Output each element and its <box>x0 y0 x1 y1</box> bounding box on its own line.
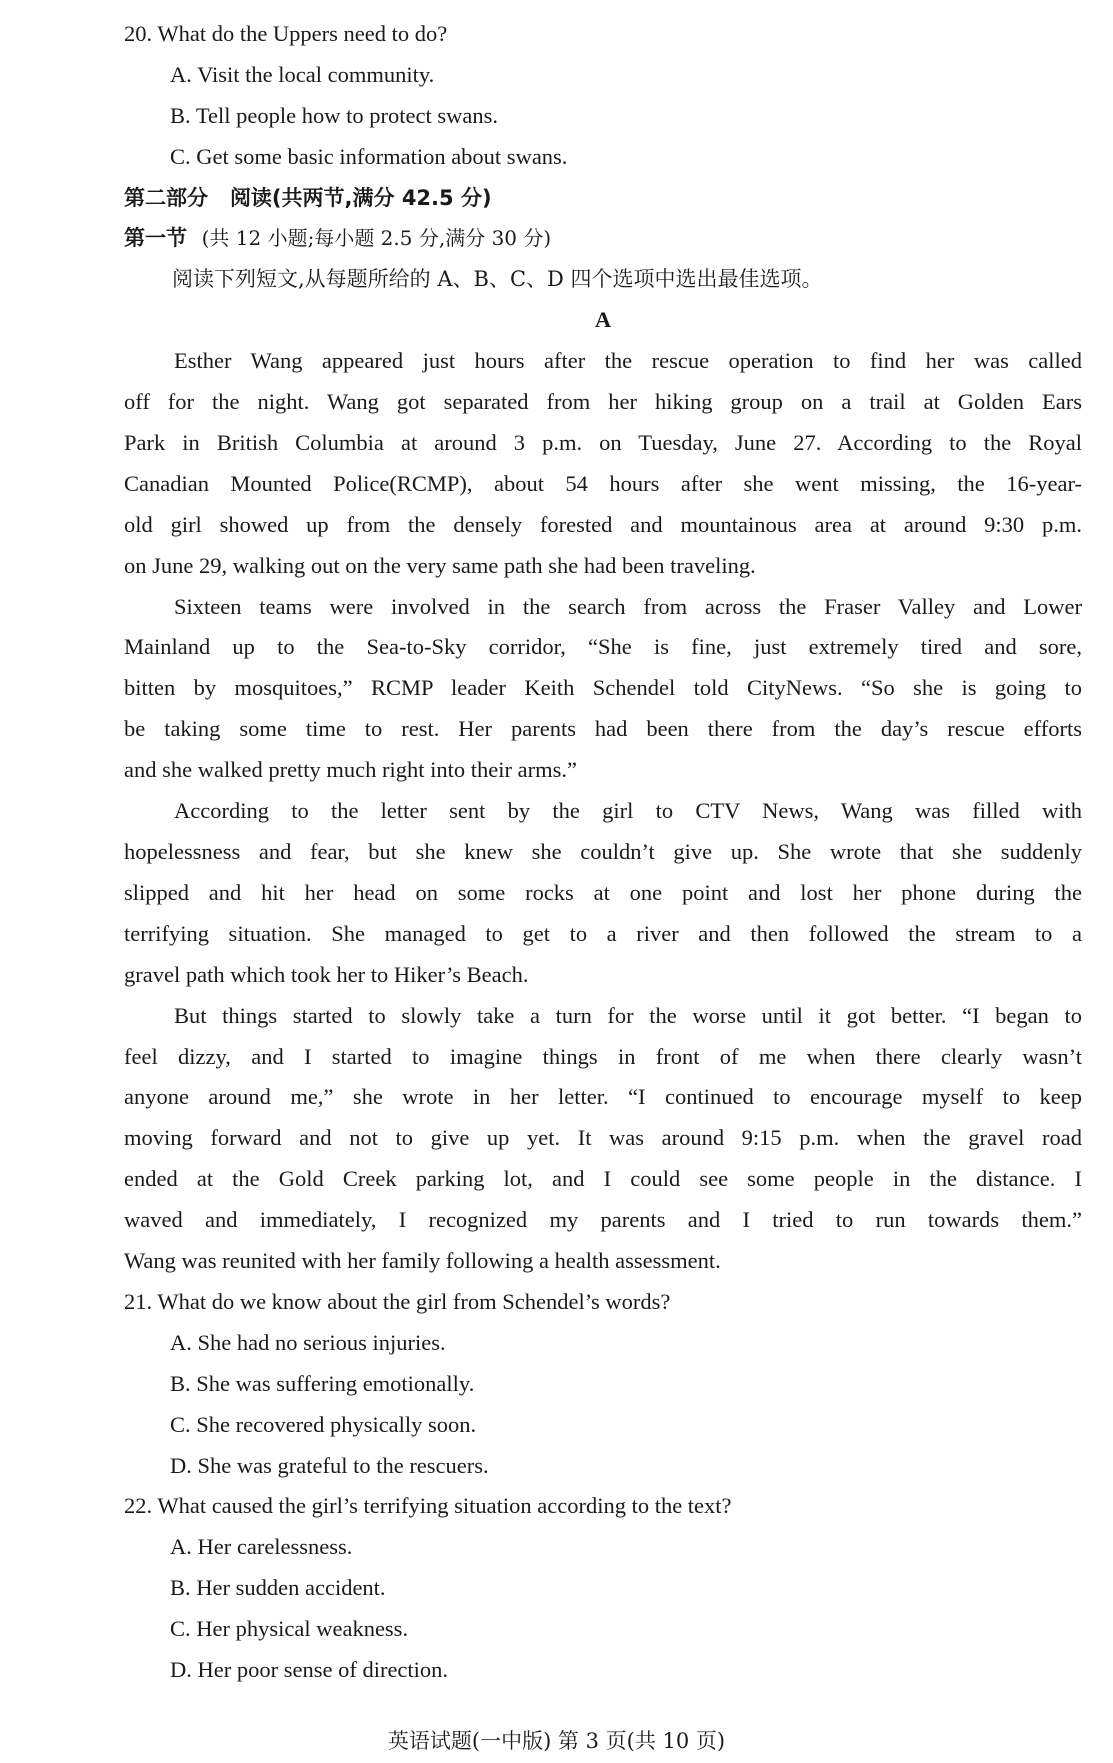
passage-line: According to the letter sent by the girl to CTV News, Wang was filled with <box>174 798 1082 824</box>
option-d: D. Her poor sense of direction. <box>170 1656 449 1682</box>
passage-line: gravel path which took her to Hiker’s Beach. <box>124 961 529 987</box>
passage-line: old girl showed up from the densely forested and mountainous area at around 9:30 p.m. <box>124 511 1082 537</box>
option-a: A. Her carelessness. <box>170 1534 353 1560</box>
passage-line: Wang was reunited with her family following a health assessment. <box>124 1248 721 1274</box>
passage-line: hopelessness and fear, but she knew she couldn’t give up. She wrote that she suddenly <box>124 839 1082 864</box>
option-d: D. She was grateful to the rescuers. <box>170 1452 489 1478</box>
passage-line: Sixteen teams were involved in the search from across the Fraser Valley and Lower <box>174 593 1082 619</box>
passage-line: feel dizzy, and I started to imagine things in front of me when there clearly wasn’t <box>124 1043 1082 1069</box>
passage-paragraph-1 <box>124 341 1082 586</box>
question-stem: 20. What do the Uppers need to do? <box>124 21 448 46</box>
option-c: C. Her physical weakness. <box>170 1616 409 1642</box>
section-one-title: 第一节 <box>124 226 187 251</box>
option-b: B. Her sudden accident. <box>170 1575 386 1601</box>
question-stem: 22. What caused the girl’s terrifying situation according to the text? <box>124 1493 732 1519</box>
passage-paragraph-2 <box>124 587 1082 792</box>
option-a: A. Visit the local community. <box>170 61 435 87</box>
passage-line: ended at the Gold Creek parking lot, and I could see some people in the distance. I <box>124 1166 1082 1192</box>
passage-line: Canadian Mounted Police(RCMP), about 54 hours after she went missing, the 16-year- <box>124 470 1082 496</box>
passage-line: be taking some time to rest. Her parents had been there from the day’s rescue efforts <box>124 716 1082 742</box>
option-c: C. She recovered physically soon. <box>170 1411 477 1437</box>
passage-line: moving forward and not to give up yet. It was around 9:15 p.m. when the gravel road <box>124 1125 1082 1151</box>
passage-line: terrifying situation. She managed to get to a river and then followed the stream to a <box>124 920 1082 946</box>
passage-line: slipped and hit her head on some rocks at one point and lost her phone during the <box>124 879 1082 905</box>
option-b: B. Tell people how to protect swans. <box>170 102 498 128</box>
passage-label: A <box>594 307 612 333</box>
exam-page <box>124 14 1082 1691</box>
passage-line: off for the night. Wang got separated from her hiking group on a trail at Golden Ears <box>124 389 1082 415</box>
passage-paragraph-4 <box>124 996 1082 1282</box>
section-one-heading <box>124 218 1082 259</box>
passage-line: and she walked pretty much right into their arms.” <box>124 757 577 783</box>
page-footer: 英语试题(一中版) 第 3 页(共 10 页) <box>387 1729 726 1753</box>
passage-line: Park in British Columbia at around 3 p.m. on Tuesday, June 27. According to the Royal <box>124 429 1082 455</box>
question-stem: 21. What do we know about the girl from Schendel’s words? <box>124 1288 671 1314</box>
passage-line: Esther Wang appeared just hours after the rescue operation to find her was called <box>174 348 1082 374</box>
passage-line: anyone around me,” she wrote in her letter. “I continued to encourage myself to keep <box>124 1084 1082 1110</box>
part-two-subtitle: 阅读(共两节,满分 42.5 分) <box>229 185 492 210</box>
part-two-heading <box>124 178 1082 219</box>
passage-paragraph-3 <box>124 791 1082 996</box>
question-21 <box>124 1282 1082 1486</box>
passage-line: But things started to slowly take a turn for the worse until it got better. “I began to <box>174 1002 1082 1028</box>
option-c: C. Get some basic information about swans. <box>170 143 568 169</box>
section-one-note: (共 12 小题;每小题 2.5 分,满分 30 分) <box>201 226 552 251</box>
question-22 <box>124 1486 1082 1690</box>
passage-line: waved and immediately, I recognized my parents and I tried to run towards them.” <box>124 1207 1082 1233</box>
option-a: A. She had no serious injuries. <box>170 1329 446 1355</box>
instruction: 阅读下列短文,从每题所给的 A、B、C、D 四个选项中选出最佳选项。 <box>172 267 823 292</box>
part-two-title: 第二部分 <box>124 185 208 210</box>
passage-line: Mainland up to the Sea-to-Sky corridor, “She is fine, just extremely tired and sore, <box>124 634 1082 660</box>
question-20 <box>124 14 1082 178</box>
passage-line: on June 29, walking out on the very same path she had been traveling. <box>124 552 756 578</box>
option-b: B. She was suffering emotionally. <box>170 1370 475 1396</box>
passage-line: bitten by mosquitoes,” RCMP leader Keith Schendel told CityNews. “So she is going to <box>124 675 1082 701</box>
